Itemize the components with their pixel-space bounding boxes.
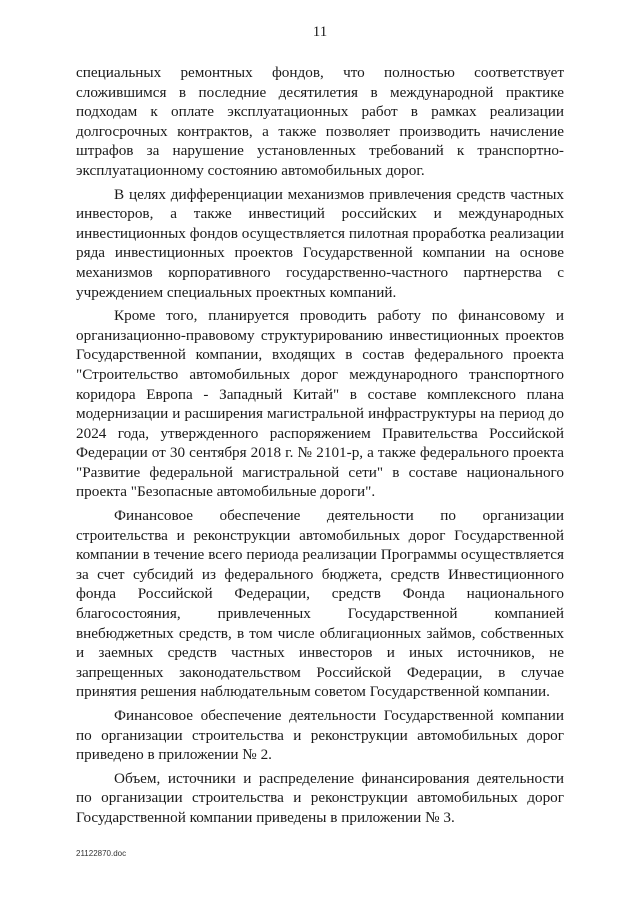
paragraph-appendix-3: Объем, источники и распределение финансирования деятельности по организации строительства и реконструкции автомобильных дорог Государственной компании приведены в приложении № 3. <box>76 769 564 826</box>
paragraph-continuation: специальных ремонтных фондов, что полностью соответствует сложившимся в последние десятилетия в международной практике подходам к оплате эксплуатационных работ в рамках реализации долгосрочных контрактов, а также позволяет производить начисление штрафов за нарушение установленных требований к транспортно-эксплуатационному состоянию автомобильных дорог. <box>76 64 564 179</box>
paragraph-structuring: Кроме того, планируется проводить работу по финансовому и организационно-правовому структурированию инвестиционных проектов Государственной компании, входящих в состав федерального проекта "Строительство автомобильных дорог международного транспортного коридора Европа - Западный Китай" в составе комплексного плана модернизации и расширения магистральной инфраструктуры на период до 2024 года, утвержденного распоряжением Правительства Российской Федерации от 30 сентября 2018 г. № 2101-р, а также федерального проекта "Развитие федеральной магистральной сети" в составе национального проекта "Безопасные автомобильные дороги". <box>76 307 564 501</box>
paragraph-financing-sources: Финансовое обеспечение деятельности по организации строительства и реконструкции автомобильных дорог Государственной компании в течение всего периода реализации Программы осуществляется за счет субсидий из федерального бюджета, средств Инвестиционного фонда Российской Федерации, средств Фонда национального благосостояния, привлеченных Государственной компанией внебюджетных средств, в том числе облигационных займов, собственных и заемных средств частных инвесторов и иных источников, не запрещенных законодательством Российской Федерации, в случае принятия решения наблюдательным советом Государственной компании. <box>76 507 564 701</box>
paragraph-private-investors: В целях дифференциации механизмов привлечения средств частных инвесторов, а также инвестиций российских и международных инвестиционных фондов осуществляется пилотная проработка реализации ряда инвестиционных проектов Государственной компании на основе механизмов корпоративного государственно-частного партнерства с учреждением специальных проектных компаний. <box>76 185 564 301</box>
page-number: 11 <box>312 24 328 40</box>
file-name-footer: 21122870.doc <box>76 849 127 858</box>
document-body <box>76 63 564 832</box>
paragraph-appendix-2: Финансовое обеспечение деятельности Государственной компании по организации строительства и реконструкции автомобильных дорог приведено в приложении № 2. <box>76 707 564 764</box>
